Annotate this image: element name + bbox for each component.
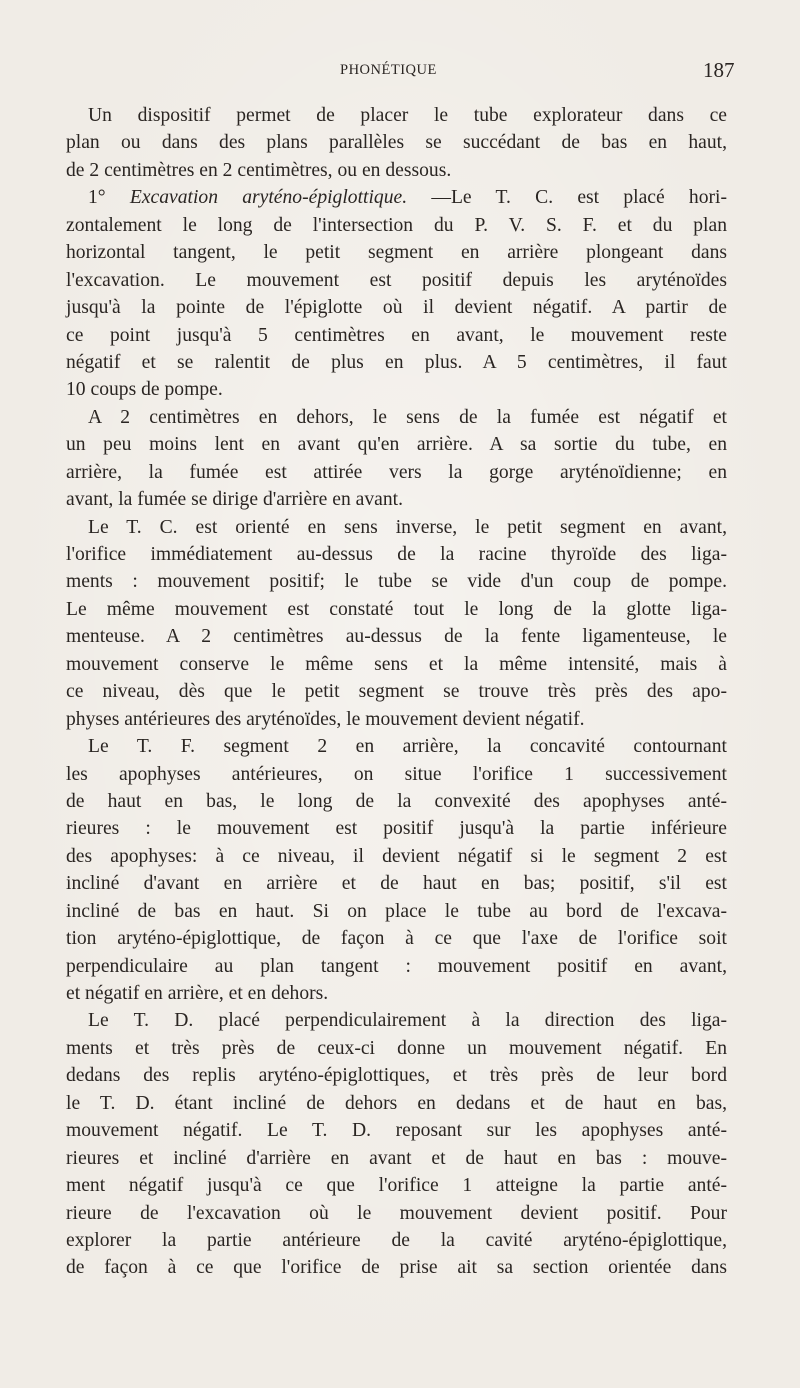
text-line: Le même mouvement est constaté tout le long de la glotte liga- <box>66 598 727 620</box>
text-line: des apophyses: à ce niveau, il devient négatif si le segment 2 est <box>66 845 727 867</box>
text-line: ment négatif jusqu'à ce que l'orifice 1 atteigne la partie anté- <box>66 1175 727 1197</box>
running-title: PHONÉTIQUE <box>340 62 437 78</box>
text-line: rieure de l'excavation où le mouvement devient positif. Pour <box>66 1202 727 1224</box>
text-line: de façon à ce que l'orifice de prise ait sa section orientée dans <box>66 1257 727 1279</box>
text-line: rieures et incliné d'arrière en avant et de haut en bas : mouve- <box>66 1147 727 1169</box>
text-line: mouvement négatif. Le T. D. reposant sur les apophyses anté- <box>66 1120 727 1142</box>
text-line: ce point jusqu'à 5 centimètres en avant, le mouvement reste <box>66 324 727 346</box>
text-line: explorer la partie antérieure de la cavité aryténo-épiglottique, <box>66 1229 727 1251</box>
text-line: Le T. D. placé perpendiculairement à la direction des liga- <box>88 1010 727 1032</box>
text-line: Un dispositif permet de placer le tube explorateur dans ce <box>88 105 727 126</box>
text-line: Le T. C. est placé hori- <box>450 187 727 209</box>
text-line: horizontal tangent, le petit segment en arrière plongeant dans <box>66 242 727 264</box>
text-line: de haut en bas, le long de la convexité des apophyses anté- <box>66 790 727 812</box>
text-line: ce niveau, dès que le petit segment se trouve très près des apo- <box>66 681 727 703</box>
text-line: Le T. C. est orienté en sens inverse, le petit segment en avant, <box>88 516 727 538</box>
text-line: menteuse. A 2 centimètres au-dessus de la fente ligamenteuse, le <box>66 626 727 648</box>
text-line: zontalement le long de l'intersection du P. V. S. F. et du plan <box>66 214 727 236</box>
text-line: un peu moins lent en avant qu'en arrière. A sa sortie du tube, en <box>66 434 727 456</box>
text-line: perpendiculaire au plan tangent : mouvement positif en avant, <box>66 955 727 977</box>
text-line: jusqu'à la pointe de l'épiglotte où il devient négatif. A partir de <box>66 297 727 319</box>
text-line: rieures : le mouvement est positif jusqu'à la partie inférieure <box>66 818 727 840</box>
text-line: l'orifice immédiatement au-dessus de la racine thyroïde des liga- <box>66 544 727 565</box>
text-line: l'excavation. Le mouvement est positif depuis les aryténoïdes <box>66 269 727 291</box>
text-line: le T. D. étant incliné de dehors en dedans et de haut en bas, <box>66 1092 727 1114</box>
text-line: avant, la fumée se dirige d'arrière en avant. <box>66 489 403 511</box>
text-line: ments : mouvement positif; le tube se vide d'un coup de pompe. <box>66 571 727 593</box>
body-text <box>66 102 727 1282</box>
page-number: 187 <box>703 58 735 82</box>
section-title: Excavation aryténo-épiglottique. <box>129 187 408 209</box>
text-line: tion aryténo-épiglottique, de façon à ce que l'axe de l'orifice soit <box>66 928 727 950</box>
text-line: et négatif en arrière, et en dehors. <box>66 983 329 1004</box>
section-number: 1° <box>88 187 106 209</box>
text-line: physes antérieures des aryténoïdes, le mouvement devient négatif. <box>66 708 585 730</box>
section-dash: — <box>431 187 451 209</box>
text-line: de 2 centimètres en 2 centimètres, ou en dessous. <box>66 159 452 181</box>
text-line: incliné d'avant en arrière et de haut en bas; positif, s'il est <box>66 873 727 895</box>
text-line: arrière, la fumée est attirée vers la gorge aryténoïdienne; en <box>66 461 727 483</box>
running-head <box>0 58 800 86</box>
text-line: 10 coups de pompe. <box>66 379 223 401</box>
text-line: ments et très près de ceux-ci donne un mouvement négatif. En <box>66 1037 727 1059</box>
text-line: les apophyses antérieures, on situe l'orifice 1 successivement <box>66 763 727 785</box>
text-line: dedans des replis aryténo-épiglottiques, et très près de leur bord <box>66 1065 727 1087</box>
text-line: mouvement conserve le même sens et la même intensité, mais à <box>66 653 727 675</box>
section-heading-line <box>66 184 727 211</box>
text-line: Le T. F. segment 2 en arrière, la concavité contournant <box>88 736 727 758</box>
text-line: A 2 centimètres en dehors, le sens de la fumée est négatif et <box>88 406 727 428</box>
text-line: plan ou dans des plans parallèles se succédant de bas en haut, <box>66 132 727 154</box>
text-line: incliné de bas en haut. Si on place le tube au bord de l'excava- <box>66 900 727 922</box>
text-line: négatif et se ralentit de plus en plus. A 5 centimètres, il faut <box>66 351 727 373</box>
